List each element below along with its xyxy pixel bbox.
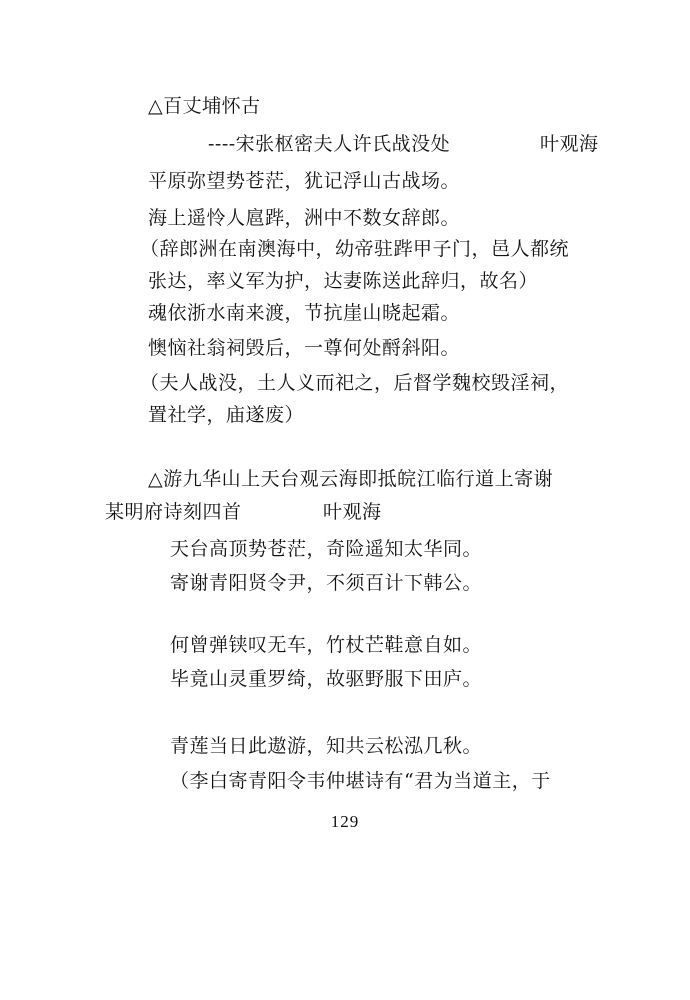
poem1-author: 叶观海 [540,133,599,155]
poem2-line-3: 何曾弹铗叹无车，竹杖芒鞋意自如。 [170,634,483,656]
poem1-line-3: 魂依浙水南来渡，节抗崖山晓起霜。 [148,302,461,324]
poem2-line-2: 寄谢青阳贤令尹，不须百计下韩公。 [170,572,483,594]
poem1-line-4: 懊恼社翁祠毁后，一尊何处酹斜阳。 [148,337,461,359]
poem1-note-3: （夫人战没，土人义而祀之，后督学魏校毁淫祠， [140,372,570,394]
poem1-note-4: 置社学，庙遂废） [148,404,305,426]
page-number: 129 [330,812,360,831]
poem2-line-4: 毕竟山灵重罗绮，故驱野服下田庐。 [170,668,483,690]
poem2-title-line-1: △游九华山上天台观云海即抵皖江临行道上寄谢 [148,468,554,490]
poem2-author: 叶观海 [323,501,382,523]
poem1-subtitle: ----宋张枢密夫人许氏战没处 [208,133,451,155]
poem2-note-1: （李白寄青阳令韦仲堪诗有“君为当道主，于 [170,770,551,792]
poem1-note-1: （辞郎洲在南澳海中，幼帝驻跸甲子门，邑人都统 [140,238,570,260]
poem1-line-1: 平原弥望势苍茫，犹记浮山古战场。 [148,170,461,192]
poem1-note-2: 张达，率义军为护，达妻陈送此辞归，故名） [148,270,539,292]
poem2-line-1: 天台高顶势苍茫，奇险遥知太华同。 [170,538,483,560]
poem2-title-line-2: 某明府诗刻四首 [105,501,242,523]
poem1-line-2: 海上遥怜人扈跸，洲中不数女辞郎。 [148,207,461,229]
poem1-title: △百丈埔怀古 [148,95,261,117]
poem2-line-5: 青莲当日此遨游，知共云松泓几秋。 [170,735,483,757]
